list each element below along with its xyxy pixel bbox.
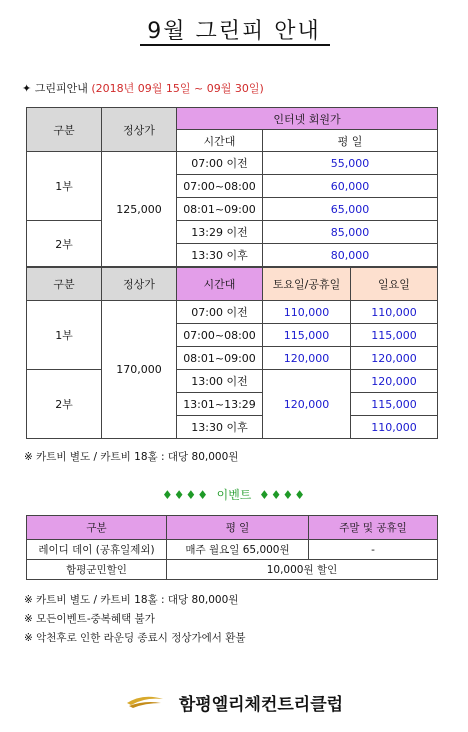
sunday-price: 115,000: [351, 324, 438, 347]
footer: [0, 690, 468, 715]
header-weekday: 평 일: [263, 130, 438, 152]
section-heading: [22, 80, 264, 96]
header-sunday: 일요일: [351, 268, 438, 301]
event-weekend: -: [309, 540, 438, 560]
event-name: 함평군민할인: [27, 560, 167, 580]
section-label: 그린피안내: [34, 82, 88, 95]
note-item: ※ 모든이벤트-중복혜택 불가: [24, 613, 155, 625]
time-slot: 13:01~13:29: [177, 393, 263, 416]
sunday-price: 120,000: [351, 370, 438, 393]
note-item: ※ 악천후로 인한 라운딩 종료시 정상가에서 환불: [24, 632, 246, 644]
header-group: 구분: [27, 108, 102, 152]
bullet-icon: ✦: [22, 82, 32, 95]
event-weekday: 매주 월요일 65,000원: [167, 540, 309, 560]
header-group: 구분: [27, 268, 102, 301]
sunday-price: 120,000: [351, 347, 438, 370]
period-text: (2018년 09월 15일 ~ 09월 30일): [91, 82, 264, 95]
cart-fee-note: ※ 카트비 별도 / 카트비 18홀 : 대당 80,000원: [24, 451, 239, 463]
time-slot: 13:30 이후: [177, 244, 263, 267]
time-slot: 13:29 이전: [177, 221, 263, 244]
header-group: 구분: [27, 516, 167, 540]
part1-label: 1부: [27, 152, 102, 221]
part1-label: 1부: [27, 301, 102, 370]
saturday-price: 120,000: [263, 370, 351, 439]
weekday-price: 85,000: [263, 221, 438, 244]
weekday-price: 55,000: [263, 152, 438, 175]
note-item: ※ 카트비 별도 / 카트비 18홀 : 대당 80,000원: [24, 594, 239, 606]
event-table: [26, 515, 438, 580]
sunday-price: 115,000: [351, 393, 438, 416]
diamond-icon: ♦♦♦♦: [259, 488, 307, 502]
part2-label: 2부: [27, 370, 102, 439]
regular-price: 125,000: [102, 152, 177, 267]
header-regular-price: 정상가: [102, 268, 177, 301]
weekday-price: 65,000: [263, 198, 438, 221]
regular-price: 170,000: [102, 301, 177, 439]
time-slot: 08:01~09:00: [177, 347, 263, 370]
saturday-price: 110,000: [263, 301, 351, 324]
time-slot: 07:00 이전: [177, 152, 263, 175]
header-time: 시간대: [177, 130, 263, 152]
header-regular-price: 정상가: [102, 108, 177, 152]
saturday-price: 115,000: [263, 324, 351, 347]
header-saturday-holiday: 토요일/공휴일: [263, 268, 351, 301]
weekday-fee-table: [26, 107, 438, 267]
title-underline: [140, 44, 330, 46]
event-heading: [0, 486, 468, 503]
weekday-price: 80,000: [263, 244, 438, 267]
sunday-price: 110,000: [351, 301, 438, 324]
event-name: 레이디 데이 (공휴일제외): [27, 540, 167, 560]
page-title: 9월 그린피 안내: [147, 19, 321, 44]
time-slot: 13:30 이후: [177, 416, 263, 439]
time-slot: 07:00~08:00: [177, 175, 263, 198]
time-slot: 08:01~09:00: [177, 198, 263, 221]
sunday-price: 110,000: [351, 416, 438, 439]
saturday-price: 120,000: [263, 347, 351, 370]
header-online-member: 인터넷 회원가: [177, 108, 438, 130]
time-slot: 07:00 이전: [177, 301, 263, 324]
weekday-price: 60,000: [263, 175, 438, 198]
weekend-fee-table: [26, 267, 438, 439]
time-slot: 13:00 이전: [177, 370, 263, 393]
golden-wing-logo-icon: [125, 691, 165, 714]
diamond-icon: ♦♦♦♦: [161, 488, 209, 502]
header-weekday: 평 일: [167, 516, 309, 540]
part2-label: 2부: [27, 221, 102, 267]
event-discount: 10,000원 할인: [167, 560, 438, 580]
time-slot: 07:00~08:00: [177, 324, 263, 347]
club-name: 함평엘리체컨트리클럽: [178, 695, 344, 715]
event-title: 이벤트: [216, 488, 252, 502]
header-time: 시간대: [177, 268, 263, 301]
header-weekend-holiday: 주말 및 공휴일: [309, 516, 438, 540]
